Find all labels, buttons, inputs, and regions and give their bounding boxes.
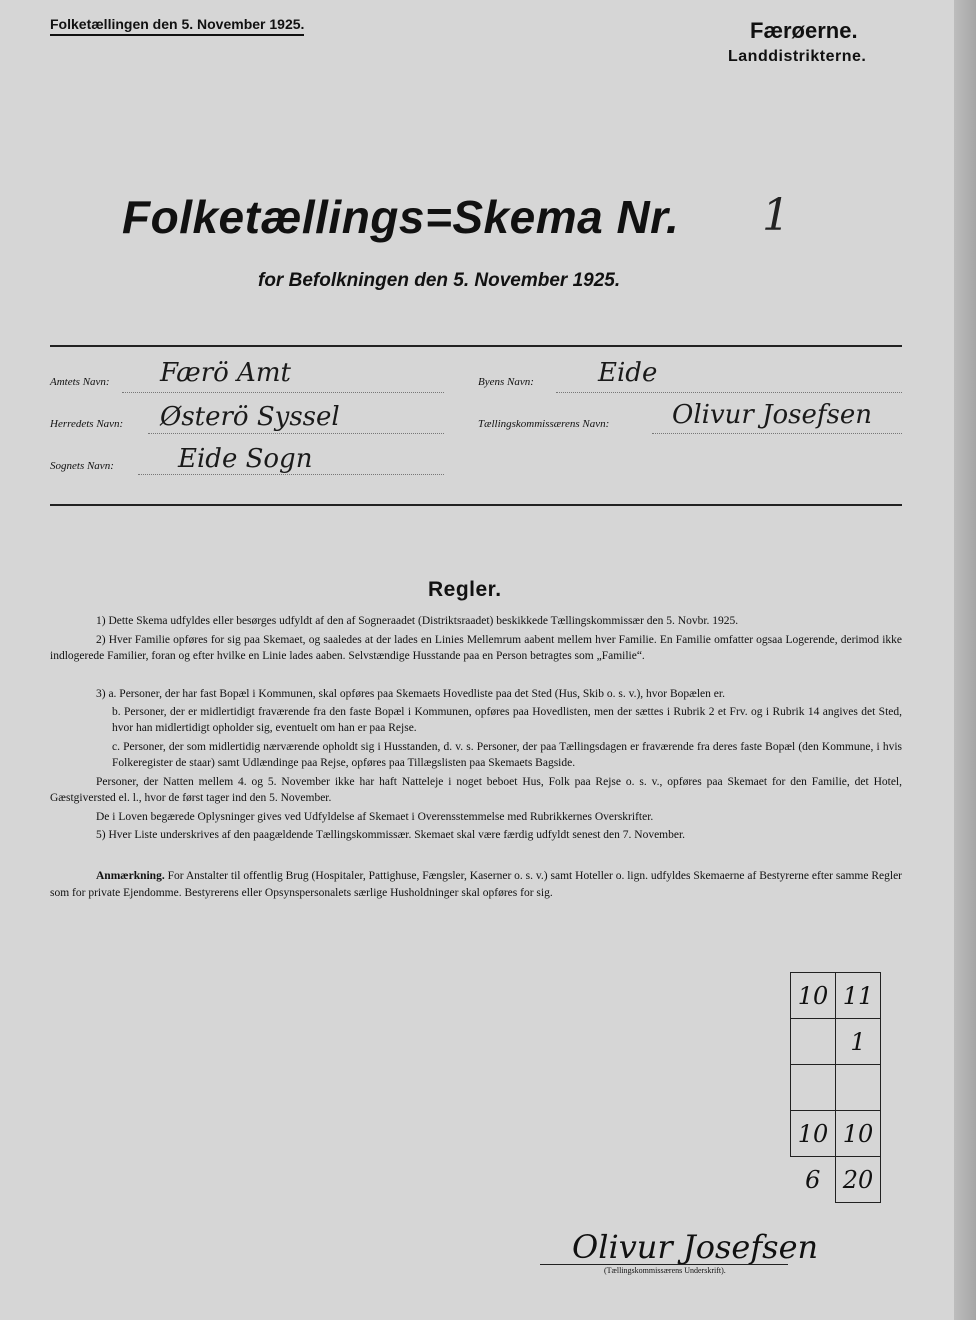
census-date-header: Folketællingen den 5. November 1925. (50, 16, 304, 36)
divider-top (50, 345, 902, 347)
signature-line (540, 1264, 788, 1265)
tally-row (791, 1111, 881, 1157)
tally-row (791, 1157, 881, 1203)
amt-line (122, 392, 444, 393)
rule-1: 1) Dette Skema udfyldes eller besørges udfyldt af den af Sogneraadet (Distriktsraadet) beskikkede Tællingskommissær den 5. Novbr. 1925. (96, 615, 739, 627)
commissioner-signature: Olivur Josefsen (572, 1228, 819, 1266)
remark-label: Anmærkning. (96, 870, 165, 882)
rule-4: De i Loven begærede Oplysninger gives ved Udfyldelse af Skemaet i Overensstemmelse med Rubrikkernes Overskrifter. (96, 811, 654, 823)
tally-row (791, 973, 881, 1019)
form-number: 1 (762, 190, 790, 241)
tally-row (791, 1019, 881, 1065)
commissioner-label: Tællingskommissærens Navn: (478, 418, 610, 430)
commissioner-value: Olivur Josefsen (672, 400, 872, 430)
commissioner-line (652, 433, 902, 434)
parish-value: Eide Sogn (178, 444, 313, 474)
remark-text: For Anstalter til offentlig Brug (Hospitaler, Pattighuse, Fængsler, Kaserner o. s. v.) samt Hoteller o. lign. udfyldes Skemaerne af Bestyrerne efter samme Regler som for private Ejendomme. Bestyrerens eller Opsynspersonalets særlige Husholdninger skal opføres for sig. (50, 870, 903, 899)
tally-cell: 10 (791, 1111, 836, 1157)
tally-cell: 20 (836, 1157, 881, 1203)
amt-label: Amtets Navn: (50, 376, 110, 388)
signature-caption: (Tællingskommissærens Underskrift). (604, 1266, 726, 1275)
tally-cell (836, 1065, 881, 1111)
parish-label: Sognets Navn: (50, 460, 114, 472)
rule-3c: c. Personer, der som midlertidig nærværende opholdt sig i Husstanden, d. v. s. Personer, der paa Tællingsdagen er fraværende fra deres faste Bopæl (den Kommune, i hvis Folkeregister de staar) samt Udlændinge paa Rejse, opføres paa Tillægslisten paa Skemaets Bagside. (112, 741, 902, 769)
tally-cell: 11 (836, 973, 881, 1019)
tally-table (790, 972, 881, 1203)
herred-line (148, 433, 444, 434)
town-line (556, 392, 902, 393)
rule-5: 5) Hver Liste underskrives af den paagældende Tællingskommissær. Skemaet skal være færdig udfyldt senest den 7. November. (96, 829, 686, 841)
parish-line (138, 474, 444, 475)
tally-cell: 10 (836, 1111, 881, 1157)
amt-value: Færö Amt (160, 358, 291, 388)
town-label: Byens Navn: (478, 376, 534, 388)
rule-3a: 3) a. Personer, der har fast Bopæl i Kommunen, skal opføres paa Skemaets Hovedliste paa det Sted (Hus, Skib o. s. v.), hvor Bopælen er. (96, 688, 725, 700)
rules-heading: Regler. (428, 578, 502, 601)
divider-bottom (50, 504, 902, 506)
tally-cell (791, 1065, 836, 1111)
tally-cell: 6 (805, 1165, 821, 1194)
form-subtitle: for Befolkningen den 5. November 1925. (258, 270, 621, 291)
tally-cell: 10 (791, 973, 836, 1019)
tally-row (791, 1065, 881, 1111)
rule-persons-night: Personer, der Natten mellem 4. og 5. November ikke har haft Natteleje i noget beboet Hus, Folk paa Rejse o. s. v., opføres paa Skemaet for den Familie, det Hotel, Gæstgiversted el. l., hvor de først tager ind den 5. November. (50, 776, 902, 804)
rule-2: 2) Hver Familie opføres for sig paa Skemaet, og saaledes at der lades en Linies Mellemrum aabent mellem hver Familie. En Familie omfatter ogsaa Logerende, derimod ikke indlogerede Familier, foran og efter hvilke en Linie lades aaben. Selvstændige Husstande paa en Person betragtes som „Familie“. (50, 634, 902, 662)
herred-value: Østerö Syssel (160, 402, 340, 432)
form-title: Folketællings=Skema Nr. (122, 191, 680, 243)
tally-cell (791, 1019, 836, 1065)
region-name: Færøerne. (750, 18, 858, 43)
herred-label: Herredets Navn: (50, 418, 124, 430)
rule-3b: b. Personer, der er midlertidigt fraværende fra den faste Bopæl i Kommunen, opføres paa Hovedlisten, men der sættes i Rubrik 2 et Frv. og i Rubrik 14 angives det Sted, hvor han midlertidigt opholder sig, eventuelt om han er paa Rejse. (112, 706, 902, 734)
town-value: Eide (598, 358, 658, 388)
page-edge (954, 0, 976, 1320)
tally-cell: 1 (836, 1019, 881, 1065)
district-type: Landdistrikterne. (728, 48, 867, 65)
remark-paragraph (50, 868, 902, 902)
